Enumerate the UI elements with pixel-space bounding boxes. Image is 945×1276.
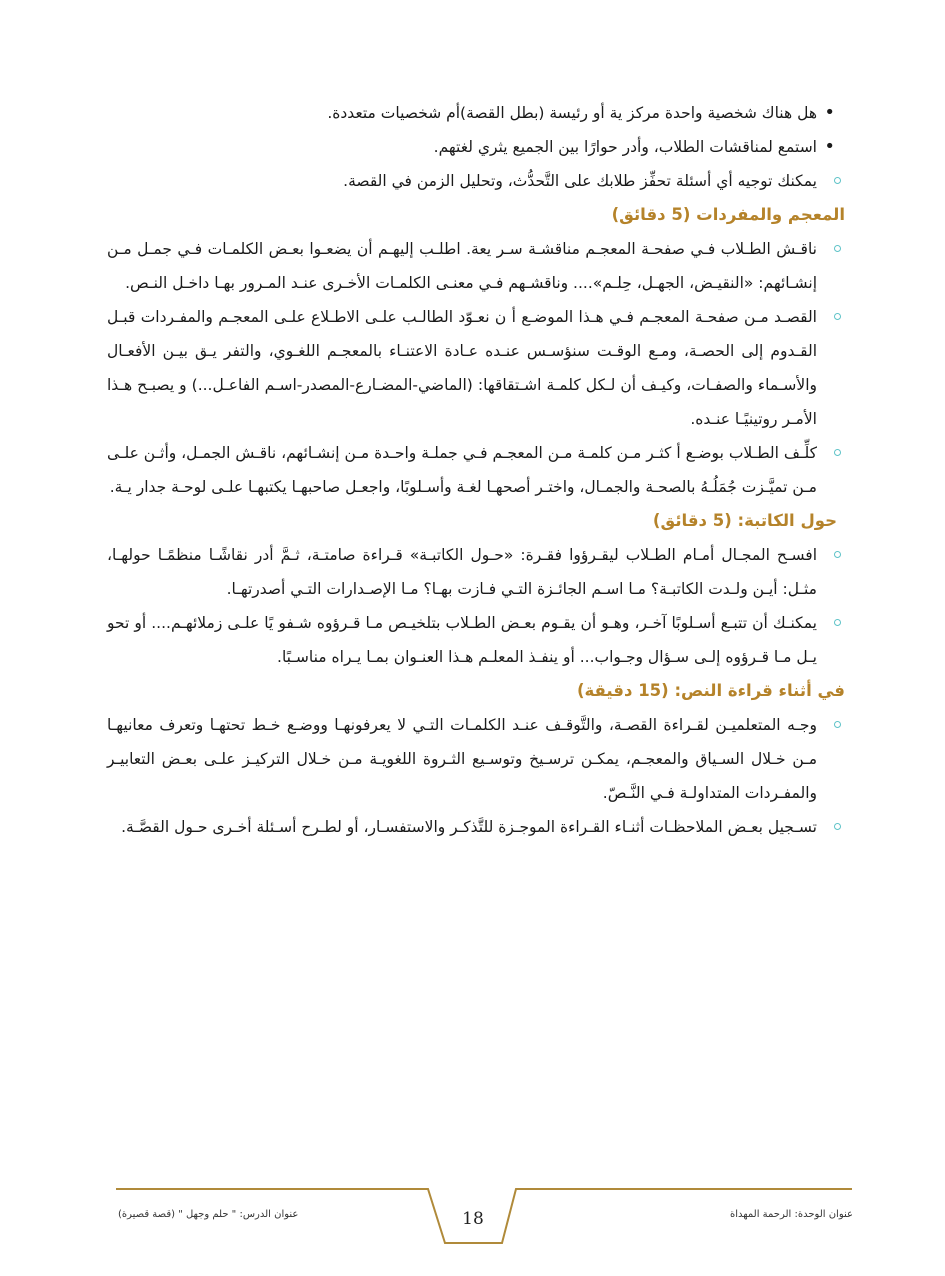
list-item: يمكنك توجيه أي أسئلة تحفِّز طلابك على التَّحدُّث، وتحليل الزمن في القصة.	[107, 164, 845, 198]
list-item: • استمع لمناقشات الطلاب، وأدر حوارًا بين الجميع يثري لغتهم.	[107, 130, 845, 164]
during-reading-list	[107, 708, 845, 844]
list-item: يمكنـك أن تتبـع أسـلوبًا آخـر، وهـو أن يقـوم بعـض الطـلاب بتلخيـص مـا قـرؤوه شـفو يًا علـى زملائهـم.... أو تحو يـل مـا قـرؤوه إلـى سـؤال وجـواب... أو ينفـذ المعلـم هـذا العنـوان بمـا يـراه مناسـبًا.	[107, 606, 845, 674]
section-title-during-reading: في أثناء قراءة النص: (15 دقيقة)	[577, 681, 845, 700]
about-author-list	[107, 538, 845, 674]
list-item: ناقـش الطـلاب فـي صفحـة المعجـم مناقشـة سـر يعة. اطلـب إليهـم أن يضعـوا بعـض الكلمـات فـي جمـل مـن إنشـائهم: «النقيـض، الجهـل، حِلـم».... وناقشـهم فـي معنـى الكلمـات الأخـرى عنـد المـرور بهـا داخـل النـص.	[107, 232, 845, 300]
list-item: القصـد مـن صفحـة المعجـم فـي هـذا الموضـع أ ن نعـوّد الطالـب علـى الاطـلاع علـى المعجـم والمفـردات قبـل القـدوم إلى الحصـة، ومـع الوقـت سنؤسـس عنـده عـادة الاعتنـاء بالمعجـم اللغـوي، والتفر يـق بيـن الأفعـال والأسـماء والصفـات، وكيـف أن لـكل كلمـة اشـتقاقها: (الماضي-المضـارع-المصدر-اسـم الفاعـل...) و يصبـح هـذا الأمـر روتينيًـا عنـده.	[107, 300, 845, 436]
footer-lesson-title: عنوان الدرس: " حلم وجهل " (قصة قصيرة)	[118, 1209, 299, 1220]
page-body	[107, 96, 845, 844]
list-item: وجـه المتعلميـن لقـراءة القصـة، والتَّوقـف عنـد الكلمـات التـي لا يعرفونهـا ووضـع خـط تحتهـا وتعرف معانيهـا مـن خـلال السـياق والمعجـم، يمكـن ترسـيخ وتوسـيع الثـروة اللغويـة مـن خـلال التركيـز علـى بعـض التعابيـر والمفـردات المتداولـة فـي النَّـصّ.	[107, 708, 845, 810]
footer-unit-title: عنوان الوحدة: الرحمة المهداة	[730, 1209, 853, 1220]
section-title-vocabulary: المعجم والمفردات (5 دقائق)	[611, 205, 845, 224]
page-number: 18	[462, 1209, 484, 1229]
intro-bullet-list	[107, 96, 845, 198]
list-item: • هل هناك شخصية واحدة مركز ية أو رئيسة (بطل القصة)أم شخصيات متعددة.	[107, 96, 845, 130]
list-item: تسـجيل بعـض الملاحظـات أثنـاء القـراءة الموجـزة للتَّذكـر والاستفسـار، أو لطـرح أسـئلة أخـرى حـول القصَّـة.	[107, 810, 845, 844]
list-item: كلِّـف الطـلاب بوضـع أ كثـر مـن كلمـة مـن المعجـم فـي جملـة واحـدة مـن إنشـائهم، ناقـش الجمـل، وأثـن علـى مـن تميَّـزت جُمَلُـهُ بالصحـة والجمـال، واختـر أصحهـا لغـة وأسـلوبًا، واجعـل صاحبهـا يكتبهـا علـى لوحـة جدار يـة.	[107, 436, 845, 504]
section-title-about-author: حول الكاتبة: (5 دقائق)	[652, 511, 837, 530]
vocabulary-list	[107, 232, 845, 504]
list-item: افسـح المجـال أمـام الطـلاب ليقـرؤوا فقـرة: «حـول الكاتبـة» قـراءة صامتـة، ثـمَّ أدر نقاشًـا منظمًـا حولهـا، مثـل: أيـن ولـدت الكاتبـة؟ مـا اسـم الجائـزة التـي فـازت بهـا؟ مـا الإصـدارات التـي أصدرتهـا.	[107, 538, 845, 606]
